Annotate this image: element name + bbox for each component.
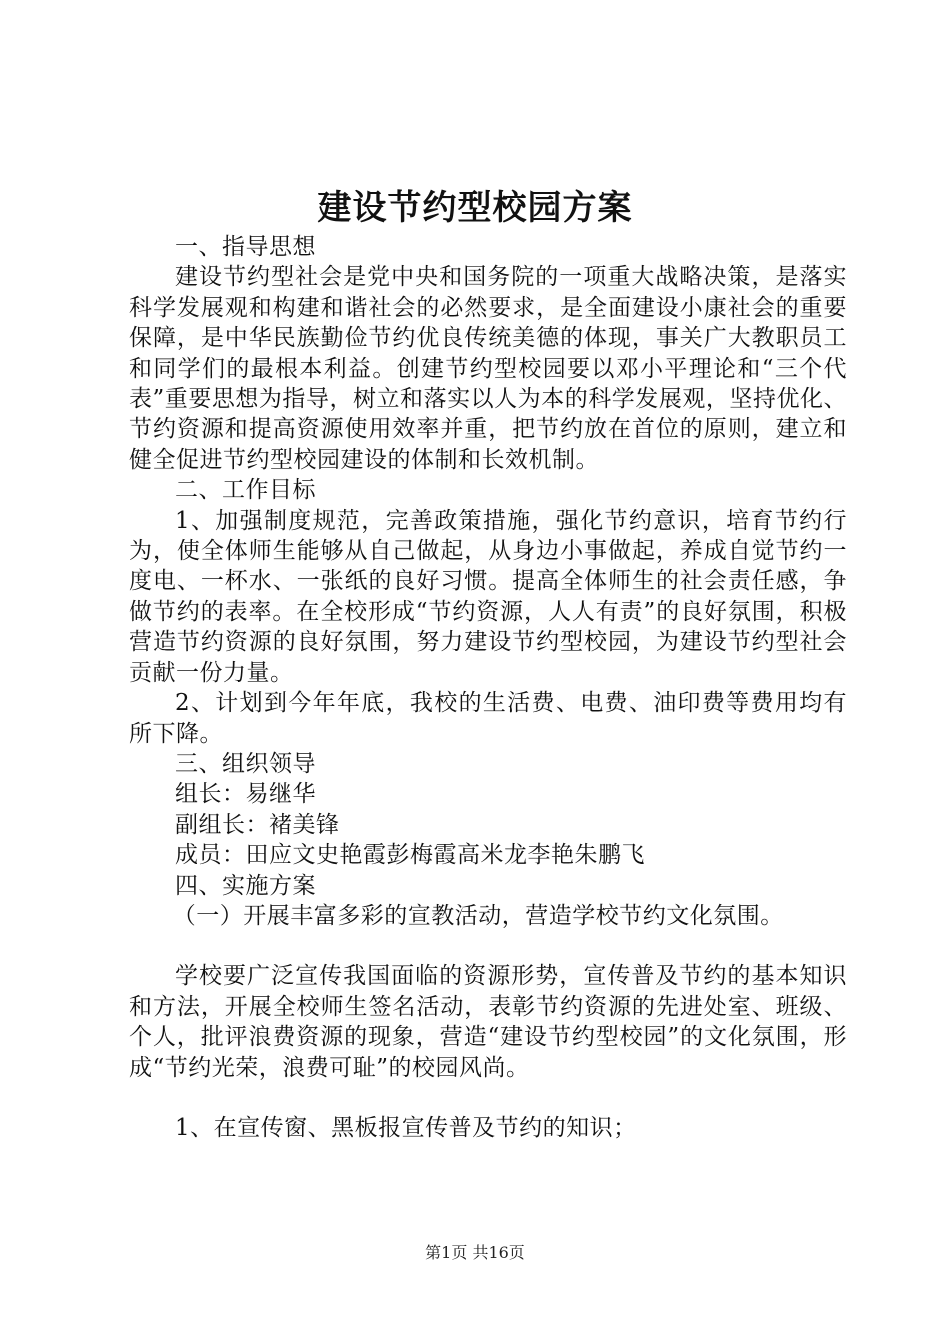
- body-paragraph: 1、在宣传窗、黑板报宣传普及节约的知识；: [175, 1114, 637, 1141]
- body-paragraph: 2、计划到今年年底，我校的生活费、电费、油印费等费用均有所下降。: [129, 690, 847, 747]
- section-heading: 二、工作目标: [175, 477, 316, 504]
- body-paragraph: 学校要广泛宣传我国面临的资源形势，宣传普及节约的基本知识和方法，开展全校师生签名活动，表彰节约资源的先进处室、班级、个人，批评浪费资源的现象，营造“建设节约型校园”的文化氛围，形成“节约光荣，浪费可耻”的校园风尚。: [129, 963, 847, 1081]
- section-heading: 三、组织领导: [175, 750, 316, 777]
- section-heading: 四、实施方案: [175, 872, 316, 899]
- page-footer: 第1页 共16页: [425, 1243, 525, 1262]
- member-line: 成员：田应文史艳霞彭梅霞高米龙李艳朱鹏飞: [175, 842, 645, 869]
- section-heading: 一、指导思想: [175, 234, 316, 260]
- document-title: 建设节约型校园方案: [317, 188, 633, 228]
- member-line: 副组长：褚美锋: [175, 811, 340, 838]
- body-paragraph: 1、加强制度规范，完善政策措施，强化节约意识，培育节约行为，使全体师生能够从自己做起，从身边小事做起，养成自觉节约一度电、一杯水、一张纸的良好习惯。提高全体师生的社会责任感，争做节约的表率。在全校形成“节约资源，人人有责”的良好氛围，积极营造节约资源的良好氛围，努力建设节约型校园，为建设节约型社会贡献一份力量。: [129, 507, 847, 686]
- paragraph-spacer: [129, 931, 847, 961]
- paragraph-spacer: [129, 1083, 847, 1113]
- subsection-heading: （一）开展丰富多彩的宣教活动，营造学校节约文化氛围。: [172, 902, 784, 929]
- body-paragraph: 建设节约型社会是党中央和国务院的一项重大战略决策，是落实科学发展观和构建和谐社会的必然要求，是全面建设小康社会的重要保障，是中华民族勤俭节约优良传统美德的体现，事关广大教职员工和同学们的最根本利益。创建节约型校园要以邓小平理论和“三个代表”重要思想为指导，树立和落实以人为本的科学发展观，坚持优化、节约资源和提高资源使用效率并重，把节约放在首位的原则，建立和健全促进节约型校园建设的体制和长效机制。: [129, 264, 847, 473]
- member-line: 组长：易继华: [175, 781, 316, 808]
- document-body: [129, 232, 847, 1143]
